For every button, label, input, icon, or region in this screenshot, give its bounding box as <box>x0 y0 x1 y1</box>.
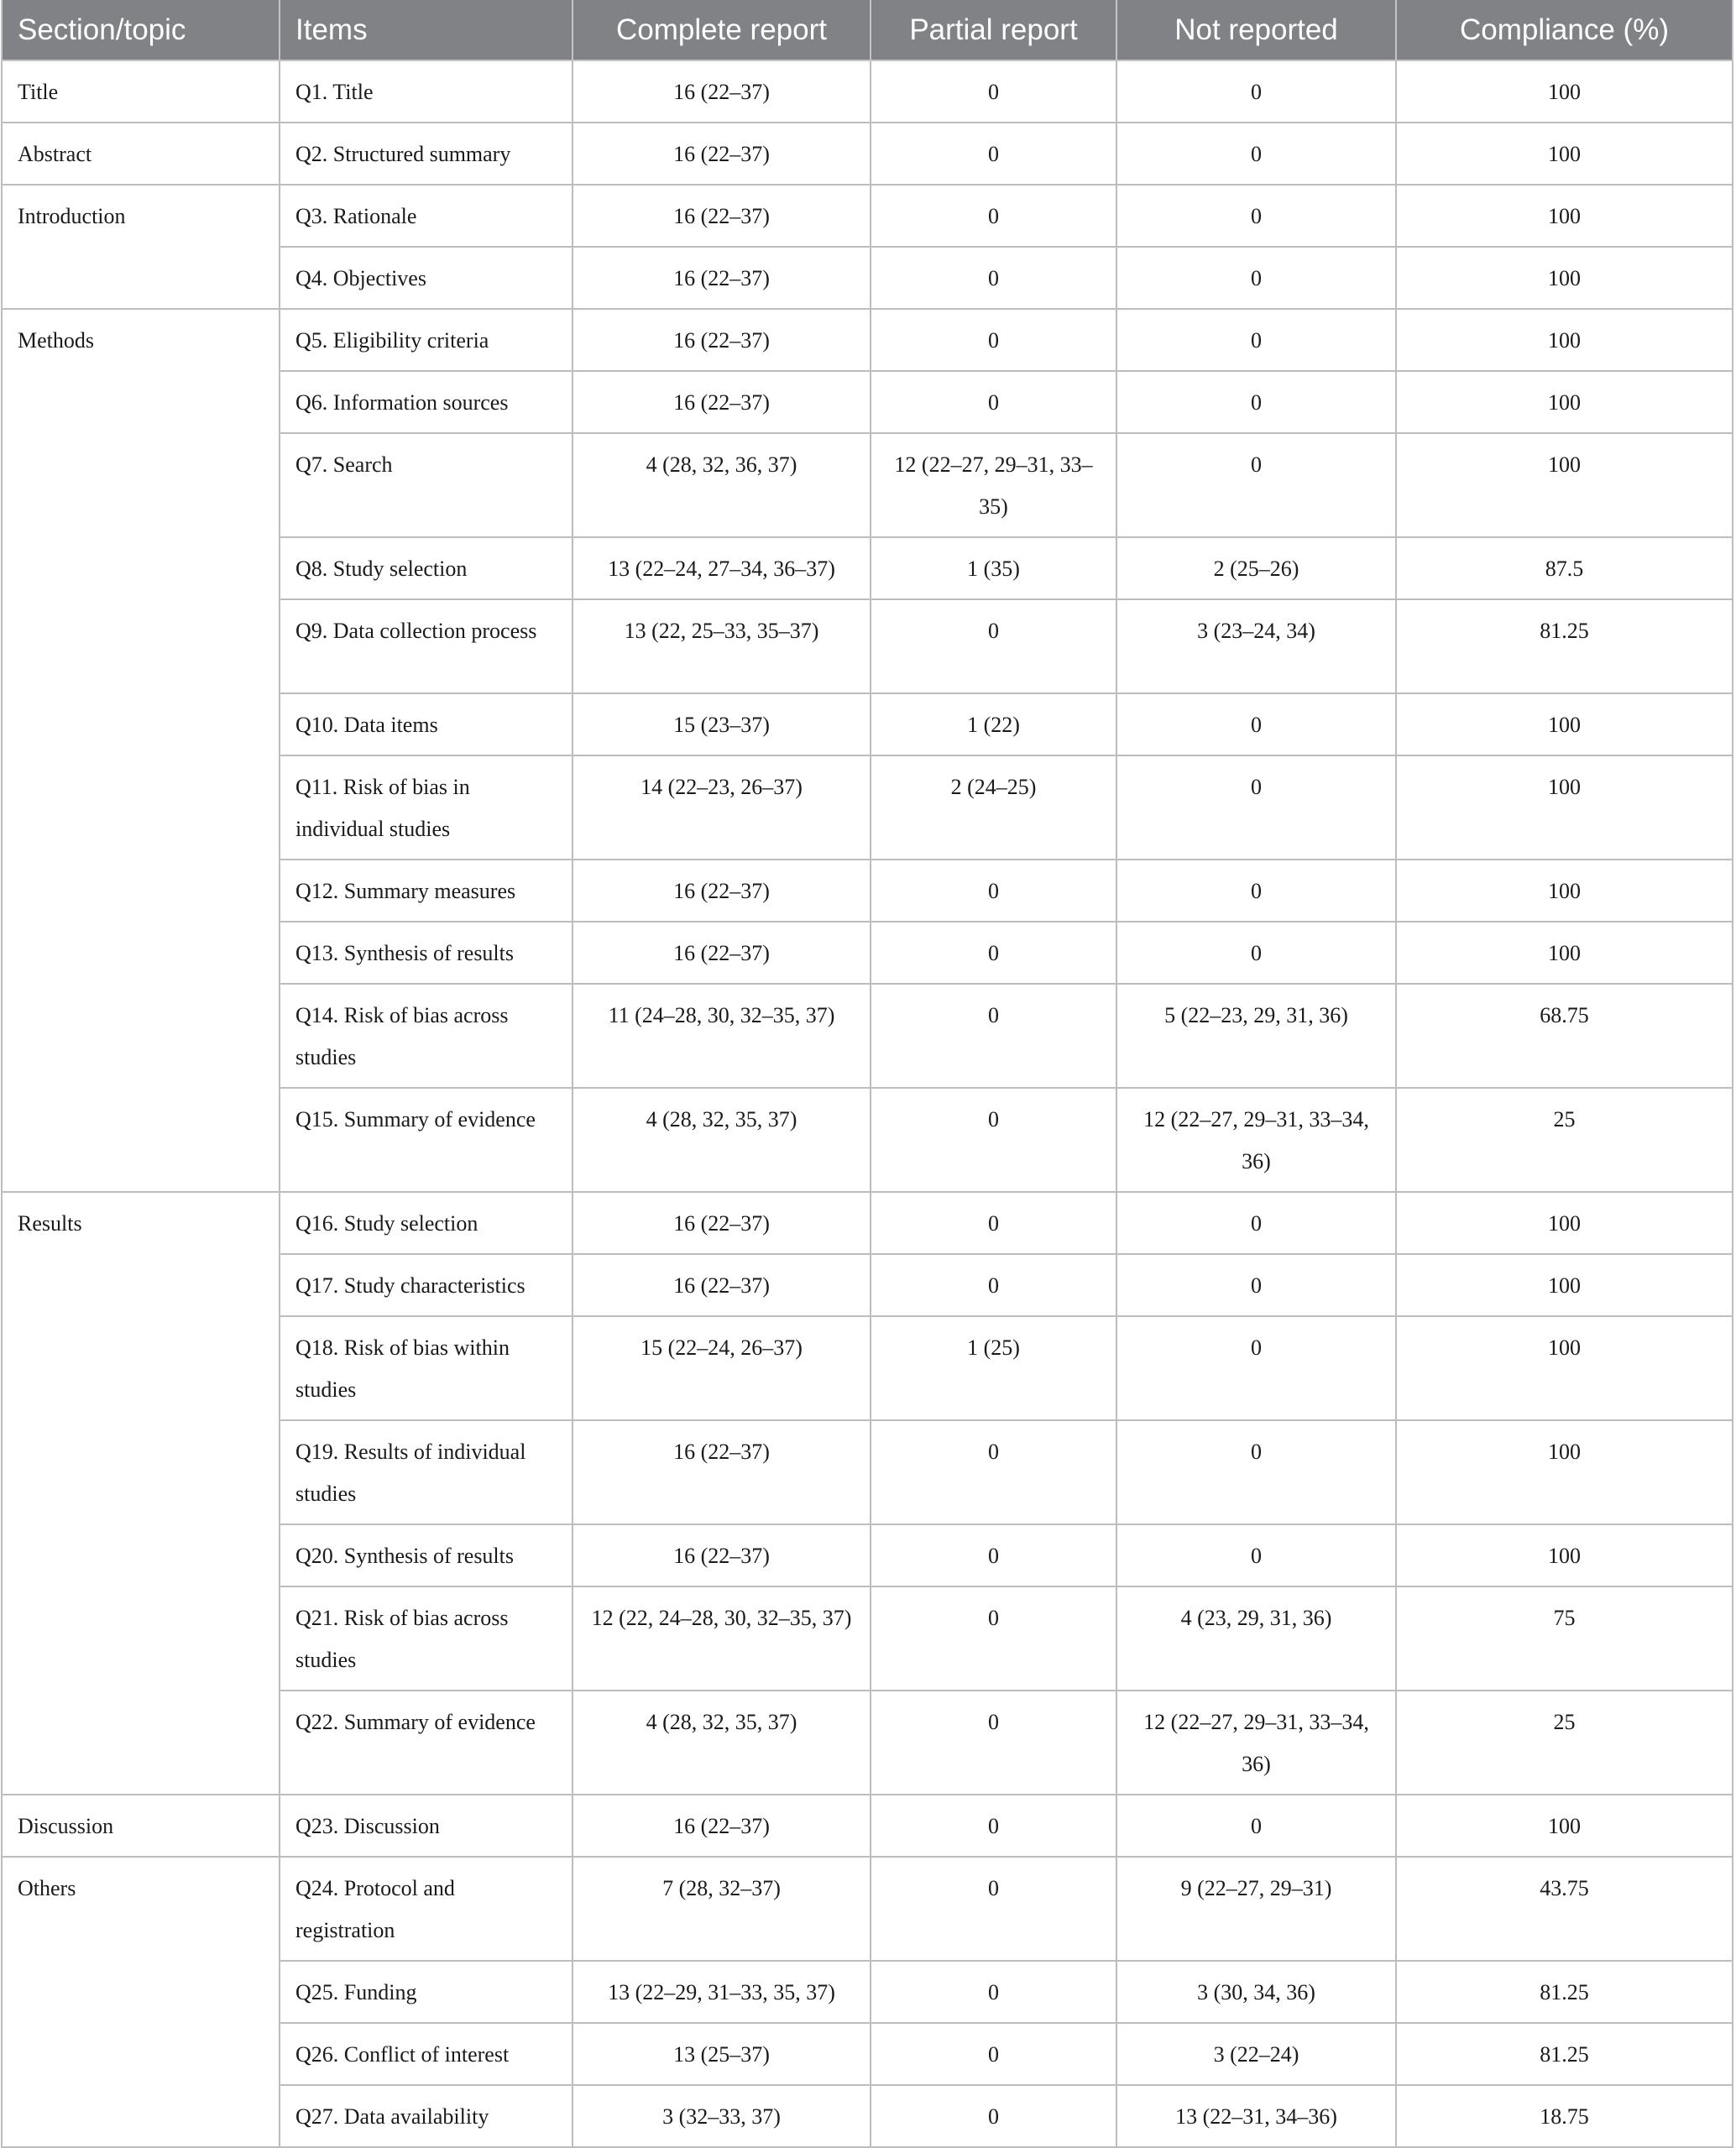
partial-cell: 1 (35) <box>871 537 1116 599</box>
complete-cell: 16 (22–37) <box>573 860 871 922</box>
partial-cell: 1 (22) <box>871 693 1116 755</box>
complete-cell: 15 (22–24, 26–37) <box>573 1316 871 1420</box>
compliance-cell: 75 <box>1396 1586 1733 1691</box>
partial-cell: 0 <box>871 1254 1116 1316</box>
compliance-cell: 100 <box>1396 123 1733 185</box>
not-reported-cell: 12 (22–27, 29–31, 33–34, 36) <box>1116 1691 1396 1795</box>
compliance-cell: 100 <box>1396 60 1733 123</box>
item-cell: Q2. Structured summary <box>280 123 573 185</box>
partial-cell: 0 <box>871 922 1116 984</box>
section-cell: Discussion <box>2 1795 280 1857</box>
item-cell: Q7. Search <box>280 433 573 537</box>
not-reported-cell: 0 <box>1116 860 1396 922</box>
partial-cell: 0 <box>871 1192 1116 1254</box>
partial-cell: 0 <box>871 860 1116 922</box>
partial-cell: 12 (22–27, 29–31, 33–35) <box>871 433 1116 537</box>
item-cell: Q27. Data availability <box>280 2085 573 2147</box>
complete-cell: 16 (22–37) <box>573 1254 871 1316</box>
compliance-cell: 100 <box>1396 1524 1733 1586</box>
not-reported-cell: 0 <box>1116 1420 1396 1524</box>
compliance-cell: 100 <box>1396 1420 1733 1524</box>
complete-cell: 16 (22–37) <box>573 309 871 371</box>
not-reported-cell: 0 <box>1116 309 1396 371</box>
not-reported-cell: 0 <box>1116 1524 1396 1586</box>
item-cell: Q3. Rationale <box>280 185 573 247</box>
table-row <box>2 309 1733 371</box>
compliance-cell: 100 <box>1396 693 1733 755</box>
item-cell: Q20. Synthesis of results <box>280 1524 573 1586</box>
item-cell: Q5. Eligibility criteria <box>280 309 573 371</box>
not-reported-cell: 12 (22–27, 29–31, 33–34, 36) <box>1116 1088 1396 1192</box>
not-reported-cell: 3 (30, 34, 36) <box>1116 1961 1396 2023</box>
not-reported-cell: 0 <box>1116 1254 1396 1316</box>
complete-cell: 4 (28, 32, 35, 37) <box>573 1088 871 1192</box>
item-cell: Q11. Risk of bias in individual studies <box>280 755 573 860</box>
not-reported-cell: 0 <box>1116 755 1396 860</box>
compliance-cell: 100 <box>1396 922 1733 984</box>
compliance-cell: 100 <box>1396 1254 1733 1316</box>
not-reported-cell: 9 (22–27, 29–31) <box>1116 1857 1396 1961</box>
item-cell: Q9. Data collection process <box>280 599 573 693</box>
table-row <box>2 60 1733 123</box>
header-compliance: Compliance (%) <box>1396 0 1733 60</box>
section-cell: Introduction <box>2 185 280 309</box>
partial-cell: 0 <box>871 1420 1116 1524</box>
not-reported-cell: 0 <box>1116 123 1396 185</box>
compliance-cell: 100 <box>1396 1316 1733 1420</box>
not-reported-cell: 5 (22–23, 29, 31, 36) <box>1116 984 1396 1088</box>
item-cell: Q4. Objectives <box>280 247 573 309</box>
partial-cell: 1 (25) <box>871 1316 1116 1420</box>
item-cell: Q25. Funding <box>280 1961 573 2023</box>
table-row <box>2 1795 1733 1857</box>
complete-cell: 16 (22–37) <box>573 1192 871 1254</box>
compliance-cell: 25 <box>1396 1088 1733 1192</box>
partial-cell: 0 <box>871 1691 1116 1795</box>
item-cell: Q1. Title <box>280 60 573 123</box>
complete-cell: 16 (22–37) <box>573 123 871 185</box>
item-cell: Q13. Synthesis of results <box>280 922 573 984</box>
not-reported-cell: 0 <box>1116 1192 1396 1254</box>
complete-cell: 16 (22–37) <box>573 185 871 247</box>
item-cell: Q8. Study selection <box>280 537 573 599</box>
partial-cell: 0 <box>871 1088 1116 1192</box>
section-cell: Results <box>2 1192 280 1795</box>
not-reported-cell: 3 (22–24) <box>1116 2023 1396 2085</box>
partial-cell: 0 <box>871 2023 1116 2085</box>
compliance-cell: 100 <box>1396 371 1733 433</box>
header-section: Section/topic <box>2 0 280 60</box>
partial-cell: 0 <box>871 60 1116 123</box>
item-cell: Q6. Information sources <box>280 371 573 433</box>
complete-cell: 11 (24–28, 30, 32–35, 37) <box>573 984 871 1088</box>
partial-cell: 0 <box>871 309 1116 371</box>
item-cell: Q10. Data items <box>280 693 573 755</box>
header-not-reported: Not reported <box>1116 0 1396 60</box>
not-reported-cell: 4 (23, 29, 31, 36) <box>1116 1586 1396 1691</box>
not-reported-cell: 0 <box>1116 371 1396 433</box>
partial-cell: 0 <box>871 599 1116 693</box>
complete-cell: 7 (28, 32–37) <box>573 1857 871 1961</box>
complete-cell: 13 (22–24, 27–34, 36–37) <box>573 537 871 599</box>
item-cell: Q21. Risk of bias across studies <box>280 1586 573 1691</box>
table-row <box>2 1192 1733 1254</box>
complete-cell: 16 (22–37) <box>573 60 871 123</box>
complete-cell: 15 (23–37) <box>573 693 871 755</box>
item-cell: Q15. Summary of evidence <box>280 1088 573 1192</box>
partial-cell: 0 <box>871 371 1116 433</box>
item-cell: Q26. Conflict of interest <box>280 2023 573 2085</box>
not-reported-cell: 0 <box>1116 1795 1396 1857</box>
compliance-cell: 100 <box>1396 755 1733 860</box>
table-row <box>2 123 1733 185</box>
compliance-cell: 81.25 <box>1396 1961 1733 2023</box>
partial-cell: 0 <box>871 123 1116 185</box>
compliance-cell: 100 <box>1396 860 1733 922</box>
header-complete: Complete report <box>573 0 871 60</box>
compliance-cell: 100 <box>1396 247 1733 309</box>
not-reported-cell: 0 <box>1116 922 1396 984</box>
not-reported-cell: 0 <box>1116 693 1396 755</box>
not-reported-cell: 2 (25–26) <box>1116 537 1396 599</box>
section-cell: Methods <box>2 309 280 1192</box>
compliance-cell: 100 <box>1396 1795 1733 1857</box>
partial-cell: 0 <box>871 2085 1116 2147</box>
complete-cell: 16 (22–37) <box>573 371 871 433</box>
partial-cell: 0 <box>871 1795 1116 1857</box>
compliance-cell: 81.25 <box>1396 2023 1733 2085</box>
partial-cell: 0 <box>871 247 1116 309</box>
complete-cell: 16 (22–37) <box>573 922 871 984</box>
item-cell: Q16. Study selection <box>280 1192 573 1254</box>
partial-cell: 2 (24–25) <box>871 755 1116 860</box>
complete-cell: 13 (22–29, 31–33, 35, 37) <box>573 1961 871 2023</box>
prisma-compliance-table <box>1 0 1733 2148</box>
header-partial: Partial report <box>871 0 1116 60</box>
compliance-cell: 100 <box>1396 185 1733 247</box>
not-reported-cell: 0 <box>1116 60 1396 123</box>
not-reported-cell: 0 <box>1116 433 1396 537</box>
complete-cell: 16 (22–37) <box>573 1795 871 1857</box>
not-reported-cell: 0 <box>1116 185 1396 247</box>
compliance-cell: 18.75 <box>1396 2085 1733 2147</box>
complete-cell: 13 (22, 25–33, 35–37) <box>573 599 871 693</box>
item-cell: Q19. Results of individual studies <box>280 1420 573 1524</box>
item-cell: Q18. Risk of bias within studies <box>280 1316 573 1420</box>
partial-cell: 0 <box>871 1961 1116 2023</box>
compliance-cell: 100 <box>1396 309 1733 371</box>
not-reported-cell: 3 (23–24, 34) <box>1116 599 1396 693</box>
not-reported-cell: 0 <box>1116 1316 1396 1420</box>
item-cell: Q23. Discussion <box>280 1795 573 1857</box>
not-reported-cell: 0 <box>1116 247 1396 309</box>
section-cell: Abstract <box>2 123 280 185</box>
table-row <box>2 185 1733 247</box>
complete-cell: 4 (28, 32, 36, 37) <box>573 433 871 537</box>
partial-cell: 0 <box>871 1524 1116 1586</box>
partial-cell: 0 <box>871 185 1116 247</box>
partial-cell: 0 <box>871 984 1116 1088</box>
section-cell: Title <box>2 60 280 123</box>
compliance-cell: 100 <box>1396 1192 1733 1254</box>
not-reported-cell: 13 (22–31, 34–36) <box>1116 2085 1396 2147</box>
compliance-cell: 81.25 <box>1396 599 1733 693</box>
compliance-cell: 100 <box>1396 433 1733 537</box>
header-row <box>2 0 1733 60</box>
compliance-cell: 68.75 <box>1396 984 1733 1088</box>
item-cell: Q14. Risk of bias across studies <box>280 984 573 1088</box>
item-cell: Q22. Summary of evidence <box>280 1691 573 1795</box>
item-cell: Q17. Study characteristics <box>280 1254 573 1316</box>
item-cell: Q24. Protocol and registration <box>280 1857 573 1961</box>
compliance-cell: 43.75 <box>1396 1857 1733 1961</box>
table-row <box>2 1857 1733 1961</box>
complete-cell: 14 (22–23, 26–37) <box>573 755 871 860</box>
complete-cell: 16 (22–37) <box>573 247 871 309</box>
section-cell: Others <box>2 1857 280 2147</box>
compliance-cell: 87.5 <box>1396 537 1733 599</box>
complete-cell: 16 (22–37) <box>573 1524 871 1586</box>
partial-cell: 0 <box>871 1857 1116 1961</box>
compliance-cell: 25 <box>1396 1691 1733 1795</box>
item-cell: Q12. Summary measures <box>280 860 573 922</box>
header-items: Items <box>280 0 573 60</box>
complete-cell: 4 (28, 32, 35, 37) <box>573 1691 871 1795</box>
complete-cell: 12 (22, 24–28, 30, 32–35, 37) <box>573 1586 871 1691</box>
complete-cell: 16 (22–37) <box>573 1420 871 1524</box>
complete-cell: 3 (32–33, 37) <box>573 2085 871 2147</box>
complete-cell: 13 (25–37) <box>573 2023 871 2085</box>
partial-cell: 0 <box>871 1586 1116 1691</box>
